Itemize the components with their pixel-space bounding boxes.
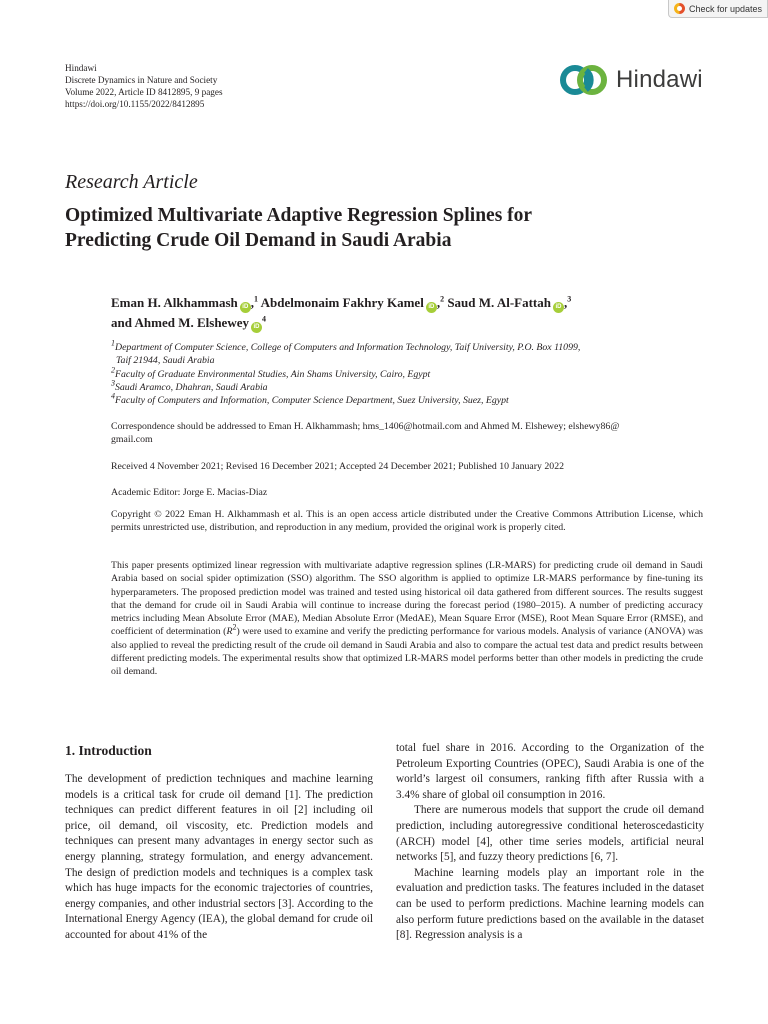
correspondence-line-2: gmail.com xyxy=(111,434,153,446)
author-name[interactable]: Eman H. Alkhammash xyxy=(111,295,238,310)
abstract-text-2: ) were used to examine and verify the predicting performance for various models. Analysis of variance (ANOVA) was also applied to reveal the predicting result of the crude oil demand in Saudi Arabia and also to compare the actual test data and predict results between different predicting models. The experimental results show that optimized LR-MARS model performs better than other models in predicting the crude oil demand. xyxy=(111,626,703,678)
author-affiliation-sup: 2 xyxy=(440,294,445,304)
author-joiner: and xyxy=(111,315,132,330)
logo-wordmark: Hindawi xyxy=(616,66,703,93)
title-line-1: Optimized Multivariate Adaptive Regression Splines for xyxy=(65,205,533,226)
journal-name: Discrete Dynamics in Nature and Society xyxy=(65,75,218,85)
affiliation-text: Faculty of Computers and Information, Computer Science Department, Suez University, Suez, Egypt xyxy=(115,395,509,407)
affiliation-continuation: Taif 21944, Saudi Arabia xyxy=(116,355,215,367)
correspondence xyxy=(111,420,703,447)
check-for-updates-label: Check for updates xyxy=(689,3,763,14)
affiliation-sup: 2 xyxy=(111,365,115,375)
abstract xyxy=(111,559,703,679)
affiliation-item xyxy=(111,378,691,394)
r-symbol: R xyxy=(226,626,233,638)
affiliation-sup: 1 xyxy=(111,338,115,348)
paper-title xyxy=(65,203,685,253)
abstract-text-1: This paper presents optimized linear regression with multivariate adaptive regression splines (LR-MARS) for predicting crude oil demand in Saudi Arabia based on social spider optimization (SSO) algorithm. The SSO algorithm is applied to optimize LR-MARS performance by fine-tuning its hyperparameters. The proposed prediction model was trained and tested using historical oil data gathered from different sources. The results suggest that the demand for crude oil in Saudi Arabia will continue to increase during the forecast period (1980–2015). A number of predicting accuracy metrics including Mean Absolute Error (MAE), Median Absolute Error (MedAE), Mean Square Error (MSE), Root Mean Square Error (RMSE), and coefficient of determination ( xyxy=(111,560,703,638)
copyright-notice: Copyright © 2022 Eman H. Alkhammash et al. This is an open access article distributed under the Creative Commons Attribution License, which permits unrestricted use, distribution, and reproduction in any medium, provided the original work is properly cited. xyxy=(111,509,703,534)
paragraph: The development of prediction techniques and machine learning models is a critical task for crude oil demand [1]. The prediction techniques can predict different features in oil [2] including oil price, oil demand, oil viscosity, etc. Prediction models and techniques can present many advantages in energy sector such as energy planning, strategy formulation, and energy advancement. The design of prediction models and techniques is a complex task which has huge impacts for the economic trajectories of countries, energy companies, and other industrial sectors [3]. According to the International Energy Agency (IEA), the global demand for crude oil accounted for about 41% of the xyxy=(65,773,373,941)
orcid-icon[interactable]: iD xyxy=(251,322,262,333)
body-column-right xyxy=(396,741,704,944)
academic-editor: Academic Editor: Jorge E. Macias-Diaz xyxy=(111,487,268,498)
check-for-updates-button[interactable] xyxy=(668,0,768,18)
author-list xyxy=(111,293,691,333)
author-affiliation-sup: 3 xyxy=(567,294,572,304)
affiliation-item xyxy=(111,391,691,407)
crossmark-icon xyxy=(674,3,685,14)
doi-link[interactable]: https://doi.org/10.1155/2022/8412895 xyxy=(65,99,205,109)
hindawi-logo xyxy=(558,60,703,100)
affiliation-item xyxy=(111,365,691,381)
affiliation-item xyxy=(111,338,691,354)
author-name[interactable]: Ahmed M. Elshewey xyxy=(134,315,249,330)
affiliation-sup: 3 xyxy=(111,378,115,388)
affiliation-text: Saudi Aramco, Dhahran, Saudi Arabia xyxy=(115,381,268,393)
correspondence-line-1: Correspondence should be addressed to Eman H. Alkhammash; hms_1406@hotmail.com and Ahmed M. Elshewey; elshewy86@ xyxy=(111,421,620,432)
paragraph: Machine learning models play an important role in the evaluation and prediction tasks. The features included in the dataset can be used to perform predictions. Machine learning models can also perform future predictions based on the available in the dataset [8]. Regression analysis is a xyxy=(396,866,704,942)
section-heading: 1. Introduction xyxy=(65,743,152,758)
body-column-left xyxy=(65,772,373,944)
publisher-name: Hindawi xyxy=(65,63,97,73)
affiliation-text: Department of Computer Science, College of Computers and Information Technology, Taif University, P.O. Box 11099, xyxy=(115,342,581,353)
orcid-icon[interactable]: iD xyxy=(240,302,251,313)
author-name[interactable]: Saud M. Al-Fattah xyxy=(447,295,551,310)
affiliation-sup: 4 xyxy=(111,391,115,401)
r-superscript: 2 xyxy=(232,623,237,633)
hindawi-rings-icon xyxy=(558,60,610,100)
paragraph: total fuel share in 2016. According to the Organization of the Petroleum Exporting Countries (OPEC), Saudi Arabia is one of the world’s largest oil consumers, ranking fifth after Russia with a 3.4% share of global oil consumption in 2016. xyxy=(396,742,704,801)
affiliations xyxy=(111,338,691,407)
journal-volume: Volume 2022, Article ID 8412895, 9 pages xyxy=(65,87,223,97)
orcid-icon[interactable]: iD xyxy=(426,302,437,313)
title-line-2: Predicting Crude Oil Demand in Saudi Arabia xyxy=(65,230,452,251)
publication-dates: Received 4 November 2021; Revised 16 December 2021; Accepted 24 December 2021; Published 10 January 2022 xyxy=(111,461,564,472)
author-line-2 xyxy=(111,313,691,333)
author-affiliation-sup: 1 xyxy=(254,294,259,304)
article-type: Research Article xyxy=(65,171,198,193)
author-affiliation-sup: 4 xyxy=(261,314,266,324)
orcid-icon[interactable]: iD xyxy=(553,302,564,313)
paragraph: There are numerous models that support the crude oil demand prediction, including autoregressive conditional heteroscedasticity (ARCH) model [4], other time series models, artificial neural networks [5], and fuzzy theory predictions [6, 7]. xyxy=(396,804,704,864)
author-name[interactable]: Abdelmonaim Fakhry Kamel xyxy=(260,295,424,310)
journal-info xyxy=(65,62,223,110)
author-line-1: Eman H. Alkhammash iD ,$^1$ Abdelmonaim Fakhry Kamel iD ,$^2$ Saud M. Al-Fattah iD ,$^3$ xyxy=(111,293,691,313)
affiliation-text: Faculty of Graduate Environmental Studies, Ain Shams University, Cairo, Egypt xyxy=(115,368,431,380)
